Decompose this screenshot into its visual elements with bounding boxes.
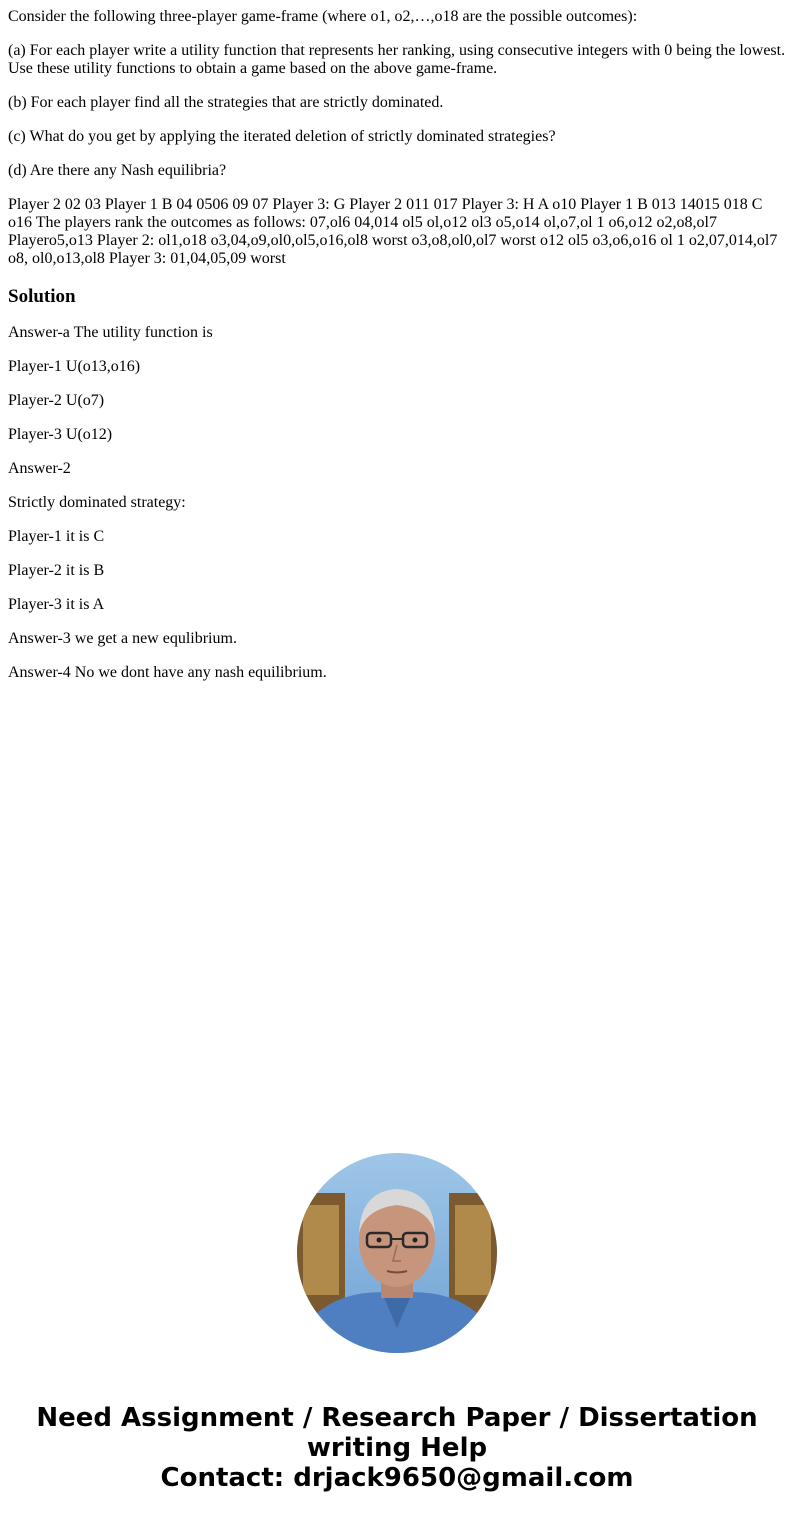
solution-line: Strictly dominated strategy:	[8, 494, 186, 511]
solution-line: Player-1 it is C	[8, 528, 105, 545]
document-body	[0, 0, 794, 682]
solution-heading: Solution	[8, 286, 76, 307]
question-game-data: Player 2 02 03 Player 1 B 04 0506 09 07 Player 3: G Player 2 011 017 Player 3: H A o10 Player 1 B 013 14015 018 C o16 The players rank the outcomes as follows: 07,ol6 04,014 ol5 ol,o12 ol3 o5,o14 ol,o7,ol 1 o6,o12 o2,o8,ol7 Playero5,o13 Player 2: ol1,o18 o3,04,o9,ol0,ol5,o16,ol8 worst o3,o8,ol0,ol7 worst o12 ol5 o3,o6,o16 ol 1 o2,07,014,ol7 o8, ol0,o13,ol8 Player 3: 01,04,05,09 worst	[8, 196, 778, 267]
solution-line: Answer-a The utility function is	[8, 324, 213, 341]
question-part-a: (a) For each player write a utility function that represents her ranking, using consecutive integers with 0 being the lowest. Use these utility functions to obtain a game based on the above game-frame.	[8, 42, 786, 77]
question-part-d: (d) Are there any Nash equilibria?	[8, 162, 227, 179]
banner-line-2: writing Help	[306, 1433, 488, 1463]
solution-line: Answer-4 No we dont have any nash equilibrium.	[8, 664, 327, 681]
solution-line: Answer-2	[8, 460, 71, 477]
question-intro: Consider the following three-player game-frame (where o1, o2,…,o18 are the possible outcomes):	[8, 8, 638, 25]
banner-line-1: Need Assignment / Research Paper / Dissertation	[36, 1403, 758, 1433]
solution-line: Player-3 it is A	[8, 596, 105, 613]
question-part-c: (c) What do you get by applying the iterated deletion of strictly dominated strategies?	[8, 128, 556, 145]
solution-line: Player-2 U(o7)	[8, 392, 105, 409]
solution-line: Player-3 U(o12)	[8, 426, 113, 443]
portrait-image	[297, 1153, 497, 1353]
solution-line: Player-2 it is B	[8, 562, 105, 579]
author-photo	[297, 1153, 497, 1353]
banner-contact-email: Contact: drjack9650@gmail.com	[160, 1463, 634, 1493]
solution-line: Answer-3 we get a new equlibrium.	[8, 630, 237, 647]
question-part-b: (b) For each player find all the strategies that are strictly dominated.	[8, 94, 444, 111]
contact-banner	[0, 1403, 794, 1493]
solution-line: Player-1 U(o13,o16)	[8, 358, 141, 375]
